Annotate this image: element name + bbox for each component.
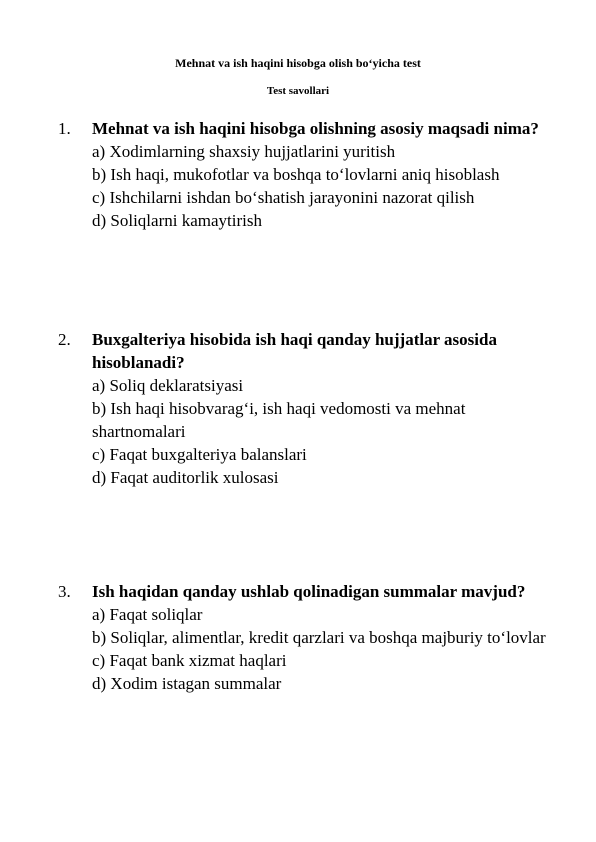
answer-option-d: d) Faqat auditorlik xulosasi <box>92 468 279 487</box>
question-number: 2. <box>58 330 71 349</box>
answer-option-c: c) Ishchilarni ishdan bo‘shatish jarayonini nazorat qilish <box>92 188 475 207</box>
answer-option-b: b) Ish haqi, mukofotlar va boshqa to‘lovlarni aniq hisoblash <box>92 165 500 184</box>
question-body <box>92 117 548 232</box>
answer-option-a: a) Soliq deklaratsiyasi <box>92 376 244 395</box>
document-subtitle: Test savollari <box>266 85 330 97</box>
question-text: Buxgalteriya hisobida ish haqi qanday hujjatlar asosida hisoblanadi? <box>92 330 497 372</box>
answer-option-a: a) Faqat soliqlar <box>92 605 203 624</box>
answer-option-d: d) Soliqlarni kamaytirish <box>92 211 262 230</box>
question-body <box>92 328 548 489</box>
answer-option-a: a) Xodimlarning shaxsiy hujjatlarini yuritish <box>92 142 396 161</box>
question-number: 3. <box>58 582 71 601</box>
answer-option-c: c) Faqat buxgalteriya balanslari <box>92 445 307 464</box>
answer-option-d: d) Xodim istagan summalar <box>92 674 282 693</box>
question-number: 1. <box>58 119 71 138</box>
answer-option-b: b) Soliqlar, alimentlar, kredit qarzlari va boshqa majburiy to‘lovlar <box>92 628 546 647</box>
answer-option-b: b) Ish haqi hisobvarag‘i, ish haqi vedomosti va mehnat shartnomalari <box>92 399 466 441</box>
answer-option-c: c) Faqat bank xizmat haqlari <box>92 651 287 670</box>
question-text: Ish haqidan qanday ushlab qolinadigan summalar mavjud? <box>92 582 526 601</box>
document-title: Mehnat va ish haqini hisobga olish bo‘yicha test <box>175 56 421 70</box>
question-body <box>92 580 548 695</box>
question-text: Mehnat va ish haqini hisobga olishning asosiy maqsadi nima? <box>92 119 539 138</box>
